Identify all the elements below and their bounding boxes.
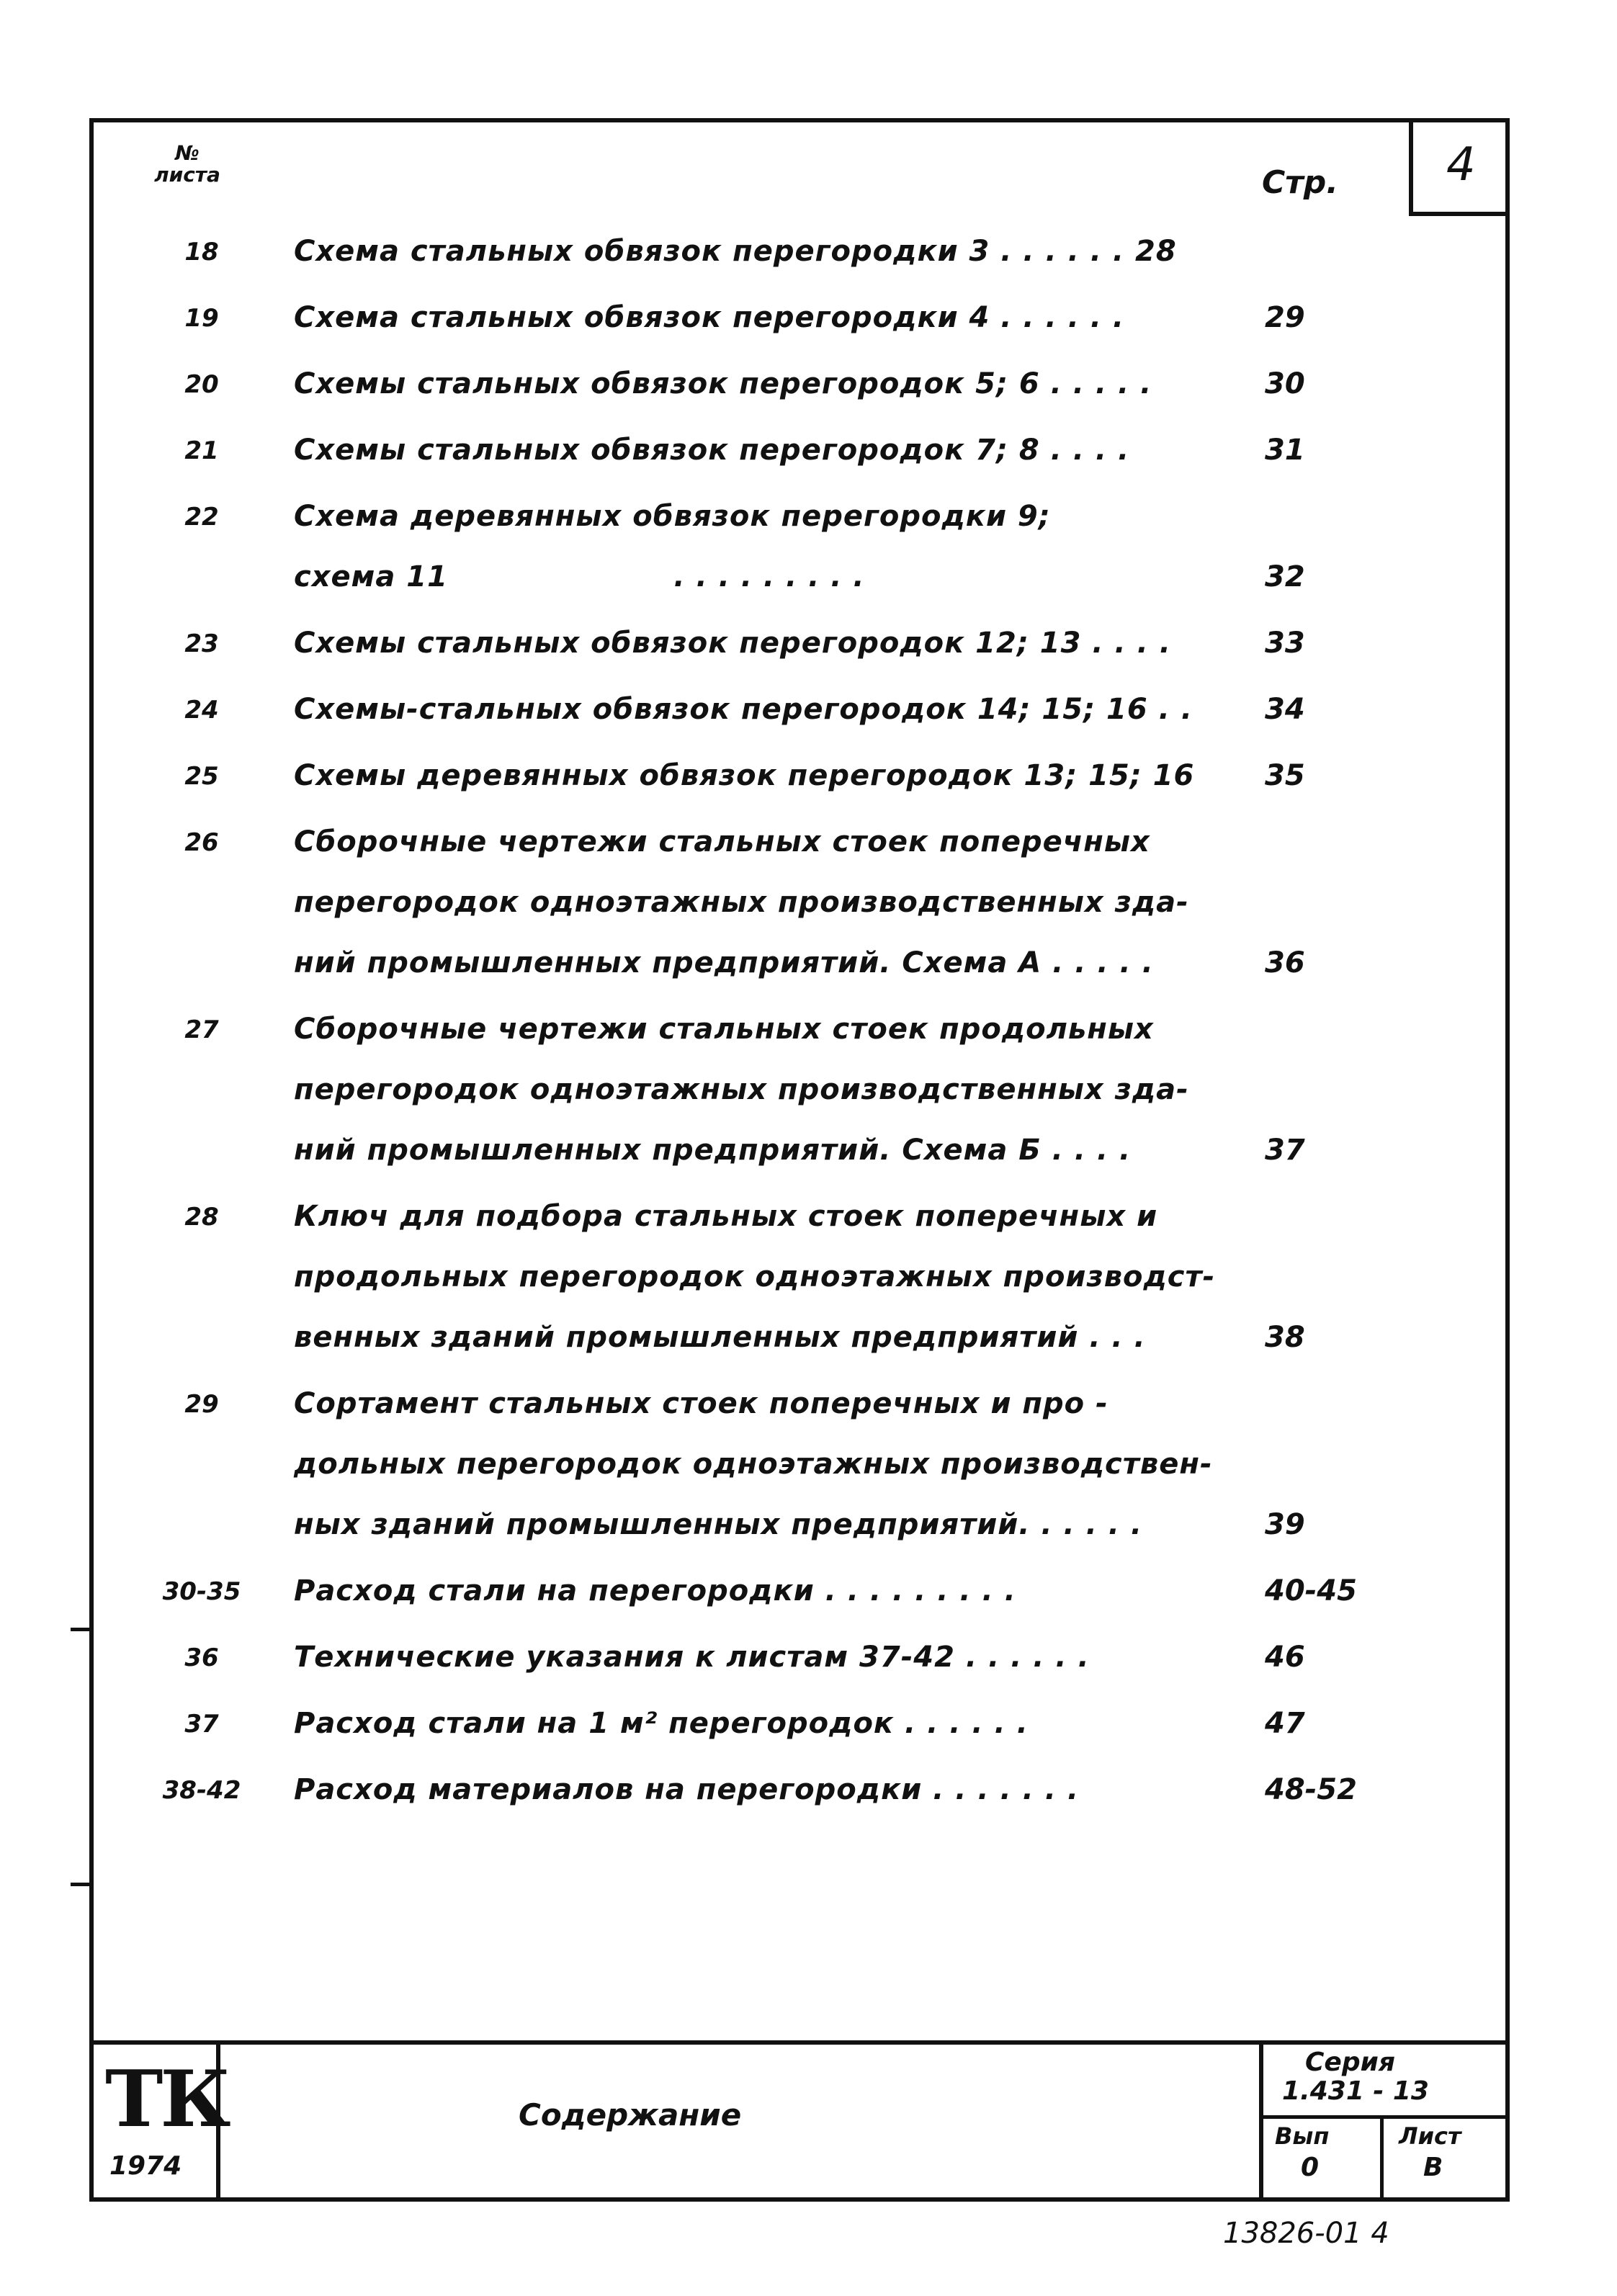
toc-entry-line: Расход стали на перегородки . . . . . . . . . (294, 1574, 1016, 1607)
toc-entry-line: Сборочные чертежи стальных стоек поперечных (294, 825, 1150, 858)
toc-entry-number: 21 (184, 436, 219, 465)
toc-entry-line: Схемы-стальных обвязок перегородок 14; 15; 16 . . (294, 693, 1193, 726)
toc-entry-number: 23 (184, 629, 219, 658)
toc-entry-line: перегородок одноэтажных производственных зда- (294, 1073, 1189, 1106)
page-number-box (1409, 118, 1510, 216)
toc-entry-line: Расход стали на 1 м² перегородок . . . . . . (294, 1707, 1029, 1740)
margin-tick (71, 1628, 92, 1631)
toc-entry-line: Технические указания к листам 37-42 . . . . . . (294, 1641, 1090, 1674)
toc-entry-line: Схема стальных обвязок перегородки 3 . . . . . . 28 (294, 235, 1177, 268)
toc-entry-page: 48-52 (1265, 1773, 1357, 1806)
toc-entry-number: 26 (184, 828, 219, 857)
toc-entry-line: продольных перегородок одноэтажных производст- (294, 1260, 1216, 1293)
toc-entry-line: Расход материалов на перегородки . . . . . . . (294, 1773, 1080, 1806)
toc-entry-page: 36 (1265, 946, 1305, 979)
toc-entry-number: 29 (184, 1390, 219, 1419)
sheet-value: В (1423, 2153, 1443, 2182)
series-value: 1.431 - 13 (1282, 2076, 1429, 2106)
toc-entry-line: венных зданий промышленных предприятий . . . (294, 1321, 1146, 1354)
toc-entry-number: 19 (184, 304, 219, 333)
document-code: 13826-01 4 (1223, 2217, 1389, 2250)
toc-entry-number: 37 (184, 1710, 219, 1739)
margin-tick (71, 1883, 92, 1886)
toc-entry-page: 40-45 (1265, 1574, 1357, 1607)
toc-entry-page: 31 (1265, 434, 1305, 467)
toc-entry-page: 35 (1265, 759, 1305, 792)
page-number: 4 (1446, 138, 1476, 192)
toc-entry-number: 38-42 (162, 1776, 241, 1805)
issue-label: Вып (1275, 2122, 1330, 2150)
toc-entry-number: 27 (184, 1015, 219, 1044)
toc-entry-page: 32 (1265, 560, 1305, 593)
logo-year: 1974 (109, 2151, 182, 2181)
toc-entry-line: Схемы стальных обвязок перегородок 5; 6 . . . . . (294, 367, 1152, 400)
toc-entry-line: Сортамент стальных стоек поперечных и про - (294, 1387, 1108, 1420)
sheet-number-header: № листа (154, 141, 220, 187)
toc-entry-number: 22 (184, 503, 219, 532)
title-block-cell-line (1380, 2115, 1384, 2202)
sheet-label: Лист (1399, 2122, 1461, 2150)
toc-entry-line: ний промышленных предприятий. Схема Б . . . . (294, 1134, 1132, 1167)
toc-entry-page: 34 (1265, 693, 1305, 726)
title-block-row-line (1259, 2115, 1510, 2119)
tk-logo: ТК (105, 2054, 228, 2145)
toc-entry-page: 29 (1265, 301, 1305, 334)
toc-entry-number: 28 (184, 1203, 219, 1232)
toc-entry-page: 39 (1265, 1508, 1305, 1541)
issue-value: 0 (1301, 2153, 1320, 2182)
toc-entry-line: перегородок одноэтажных производственных зда- (294, 886, 1189, 919)
toc-entry-number: 24 (184, 696, 219, 725)
toc-entry-number: 30-35 (162, 1577, 241, 1606)
toc-entry-page: 30 (1265, 367, 1305, 400)
toc-entry-line: дольных перегородок одноэтажных производствен- (294, 1448, 1213, 1481)
sheet-title: Содержание (519, 2097, 742, 2133)
toc-entry-line: схема 11 . . . . . . . . . (294, 560, 865, 593)
toc-entry-line: Схема стальных обвязок перегородки 4 . . . . . . (294, 301, 1125, 334)
toc-entry-number: 36 (184, 1643, 219, 1672)
toc-entry-number: 18 (184, 238, 219, 266)
title-block (89, 2040, 1510, 2202)
toc-entry-line: Схемы стальных обвязок перегородок 12; 13 . . . . (294, 627, 1171, 660)
toc-entry-line: Схемы стальных обвязок перегородок 7; 8 . . . . (294, 434, 1130, 467)
toc-entry-page: 33 (1265, 627, 1305, 660)
toc-entry-line: ных зданий промышленных предприятий. . . . . . (294, 1508, 1143, 1541)
toc-entry-page: 46 (1265, 1641, 1305, 1674)
toc-entry-line: ний промышленных предприятий. Схема А . . . . . (294, 946, 1154, 979)
toc-entry-page: 38 (1265, 1321, 1305, 1354)
toc-entry-line: Схемы деревянных обвязок перегородок 13; 15; 16 (294, 759, 1195, 792)
title-block-divider-right (1259, 2040, 1263, 2202)
toc-entry-line: Сборочные чертежи стальных стоек продольных (294, 1013, 1154, 1046)
toc-entry-number: 25 (184, 762, 219, 791)
toc-entry-line: Схема деревянных обвязок перегородки 9; (294, 500, 1051, 533)
toc-entry-line: Ключ для подбора стальных стоек поперечных и (294, 1200, 1158, 1233)
series-label: Серия (1305, 2048, 1395, 2077)
toc-entry-page: 47 (1265, 1707, 1305, 1740)
toc-entry-number: 20 (184, 370, 219, 399)
toc-entry-page: 37 (1265, 1134, 1305, 1167)
page-column-header: Стр. (1262, 164, 1339, 201)
